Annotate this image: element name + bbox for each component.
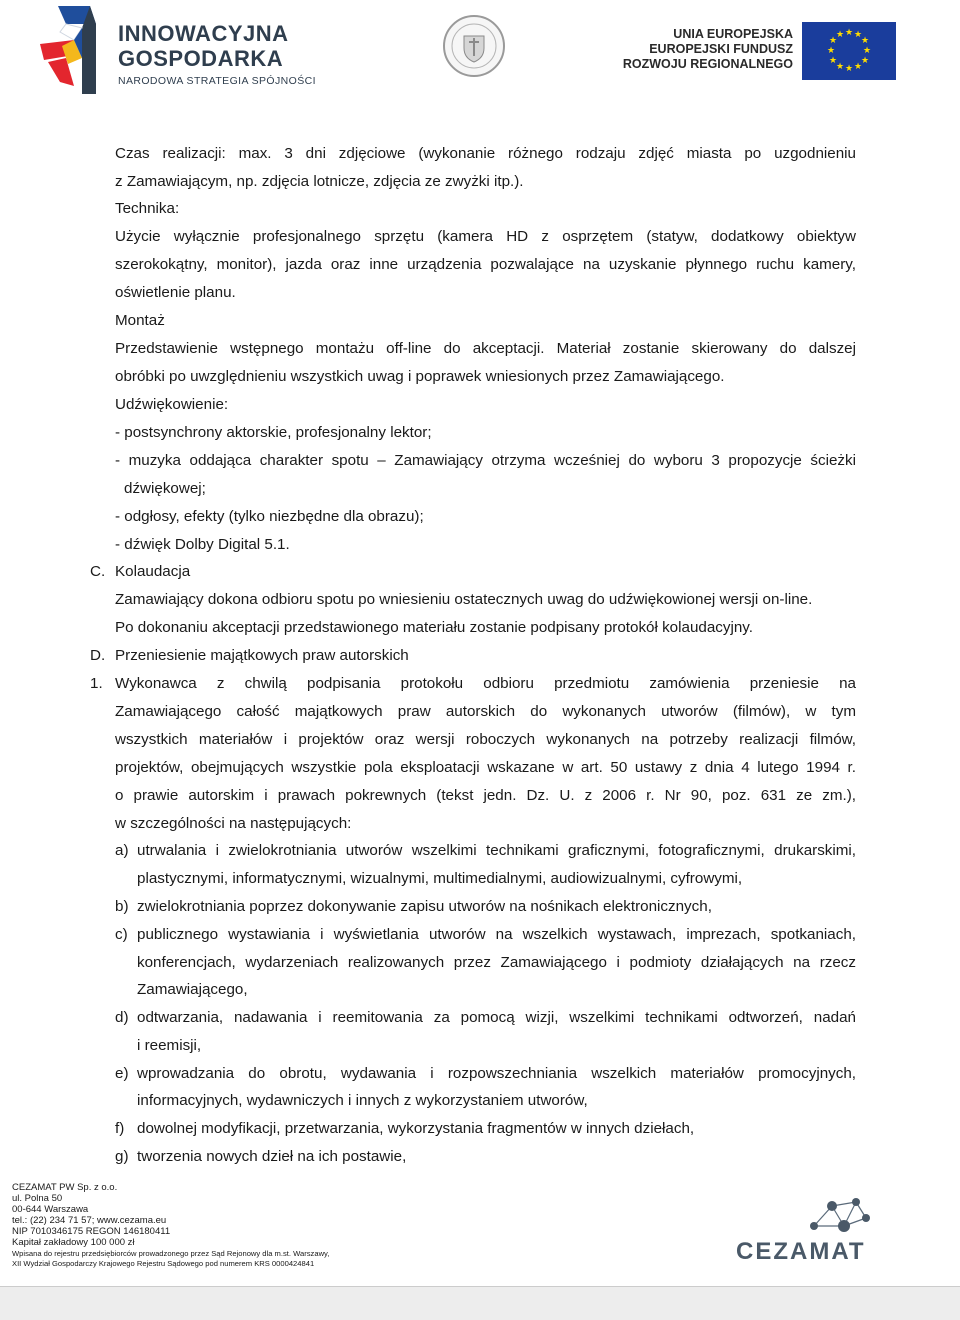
svg-text:★: ★	[828, 56, 838, 66]
text-line: Użycie wyłącznie profesjonalnego sprzętu (kamera HD z osprzętem (statyw, dodatkowy obiektyw	[115, 228, 856, 245]
list-item-e-continuation: informacyjnych, wydawniczych i innych z wykorzystaniem utworów,	[137, 1092, 588, 1109]
list-item-c-continuation: Zamawiającego,	[137, 981, 248, 998]
eu-flag-icon	[802, 22, 896, 80]
svg-text:★: ★	[835, 62, 845, 72]
text-line: w szczególności na następujących:	[115, 815, 352, 832]
list-item-f: dowolnej modyfikacji, przetwarzania, wykorzystania fragmentów w innych dziełach,	[137, 1120, 695, 1137]
cezamat-wordmark: CEZAMAT	[736, 1238, 866, 1265]
eu-logo	[622, 22, 925, 82]
ue-title: UNIA EUROPEJSKA	[673, 27, 793, 41]
text-line: wszystkich materiałów i projektów oraz wersji roboczych wykonanych na potrzeby realizacji filmów,	[115, 731, 856, 748]
footer-company: CEZAMAT PW Sp. z o.o.	[12, 1182, 118, 1193]
page-header	[0, 0, 960, 110]
innowacyjna-title: INNOWACYJNA	[118, 21, 289, 46]
cezamat-network-icon	[804, 1196, 876, 1240]
text-line: Zamawiającego całość majątkowych praw autorskich do wykonanych utworów (filmów), w tym	[115, 703, 856, 720]
text-line: Czas realizacji: max. 3 dni zdjęciowe (wykonanie różnego rodzaju zdjęć miasta po uzgodnieniu	[115, 145, 856, 162]
list-item-e: wprowadzania do obrotu, wydawania i rozpowszechniania wszelkich materiałów promocyjnych,	[137, 1065, 856, 1082]
university-seal-icon	[442, 14, 506, 78]
list-marker-b: b)	[115, 898, 129, 915]
list-item-c-continuation: konferencjach, wydarzeniach realizowanych przez Zamawiającego i podmioty działających na rzecz	[137, 954, 856, 971]
list-item: - postsynchrony aktorskie, profesjonalny lektor;	[115, 424, 432, 441]
svg-text:★: ★	[862, 46, 872, 56]
list-item-continuation: dźwiękowej;	[124, 480, 206, 497]
ue-fund-title: EUROPEJSKI FUNDUSZ	[649, 42, 793, 56]
list-marker-a: a)	[115, 842, 129, 859]
heading-montaz: Montaż	[115, 312, 165, 329]
narodowa-strategia-subtitle: NARODOWA STRATEGIA SPÓJNOŚCI	[118, 75, 316, 87]
list-item: - dźwięk Dolby Digital 5.1.	[115, 536, 290, 553]
text-line: Po dokonaniu akceptacji przedstawionego materiału zostanie podpisany protokół kolaudacyjny.	[115, 619, 753, 636]
list-item-b: zwielokrotniania poprzez dokonywanie zapisu utworów na nośnikach elektronicznych,	[137, 898, 712, 915]
svg-text:★: ★	[828, 36, 838, 46]
section-title-kolaudacja: Kolaudacja	[115, 563, 191, 580]
heading-technika: Technika:	[115, 200, 180, 217]
svg-text:★: ★	[860, 56, 870, 66]
viewer-bottom-bar	[0, 1286, 960, 1320]
svg-text:★: ★	[860, 36, 870, 46]
section-marker-c: C.	[90, 563, 106, 580]
section-title-przeniesienie: Przeniesienie majątkowych praw autorskich	[115, 647, 409, 664]
list-marker-d: d)	[115, 1009, 129, 1026]
svg-text:★: ★	[826, 46, 836, 56]
text-line: z Zamawiającym, np. zdjęcia lotnicze, zdjęcia ze zwyżki itp.).	[115, 173, 524, 190]
svg-text:★: ★	[853, 62, 863, 72]
footer-street: ul. Polna 50	[12, 1193, 63, 1204]
section-marker-d: D.	[90, 647, 106, 664]
text-line: Wykonawca z chwilą podpisania protokołu odbioru przedmiotu zamówienia przeniesie na	[115, 675, 856, 692]
footer-capital: Kapitał zakładowy 100 000 zł	[12, 1237, 135, 1248]
list-item-a-continuation: plastycznymi, informatycznymi, wizualnymi, multimedialnymi, audiowizualnymi, cyfrowymi,	[137, 870, 743, 887]
text-line: oświetlenie planu.	[115, 284, 236, 301]
list-marker-f: f)	[115, 1120, 125, 1137]
text-line: obróbki po uwzględnieniu wszystkich uwag i poprawek wniesionych przez Zamawiającego.	[115, 368, 725, 385]
footer-contact: tel.: (22) 234 71 57; www.cezama.eu	[12, 1215, 167, 1226]
svg-text:★: ★	[835, 30, 845, 40]
list-item: - muzyka oddająca charakter spotu – Zamawiający otrzyma wcześniej do wyboru 3 propozycje ścieżki	[115, 452, 856, 469]
list-marker-g: g)	[115, 1148, 129, 1165]
gospodarka-title: GOSPODARKA	[118, 46, 284, 71]
list-marker-e: e)	[115, 1065, 129, 1082]
list-item-d: odtwarzania, nadawania i reemitowania za pomocą wizji, wszelkimi technikami odtworzeń, nadań	[137, 1009, 856, 1026]
innowacyjna-gospodarka-star-logo	[38, 2, 118, 94]
text-line: Przedstawienie wstępnego montażu off-line do akceptacji. Materiał zostanie skierowany do dalszej	[115, 340, 856, 357]
svg-text:★: ★	[844, 64, 854, 74]
text-line: Zamawiający dokona odbioru spotu po wniesieniu ostatecznych uwag do udźwiękowionej wersji on-line.	[115, 591, 813, 608]
cezamat-logo	[736, 1196, 876, 1270]
footer-city: 00-644 Warszawa	[12, 1204, 89, 1215]
heading-udzwiekowienie: Udźwiękowienie:	[115, 396, 229, 413]
list-item-c: publicznego wystawiania i wyświetlania utworów na wszelkich wystawach, imprezach, spotkaniach,	[137, 926, 856, 943]
innowacyjna-gospodarka-logo	[38, 2, 338, 94]
text-line: projektów, obejmujących wszystkie pola eksploatacji wskazane w art. 50 ustawy z dnia 4 lutego 1994 r.	[115, 759, 856, 776]
ue-regional-title: ROZWOJU REGIONALNEGO	[622, 57, 793, 71]
list-item: - odgłosy, efekty (tylko niezbędne dla obrazu);	[115, 508, 424, 525]
svg-text:★: ★	[853, 30, 863, 40]
svg-text:★: ★	[844, 28, 854, 38]
text-line: o prawie autorskim i prawach pokrewnych (tekst jedn. Dz. U. z 2006 r. Nr 90, poz. 631 ze zm.),	[115, 787, 856, 804]
list-item-d-continuation: i reemisji,	[137, 1037, 202, 1054]
footer-registry: Wpisana do rejestru przedsiębiorców prowadzonego przez Sąd Rejonowy dla m.st. Warszawy,	[12, 1249, 330, 1258]
footer-nip-regon: NIP 7010346175 REGON 146180411	[12, 1226, 171, 1237]
list-item-g: tworzenia nowych dzieł na ich postawie,	[137, 1148, 407, 1165]
text-line: szerokokątny, monitor), jazda oraz inne urządzenia pozwalające na uzyskanie płynnego ruchu kamery,	[115, 256, 856, 273]
list-item-a: utrwalania i zwielokrotniania utworów wszelkimi technikami graficznymi, fotograficznymi, drukarskimi,	[137, 842, 856, 859]
list-marker-c: c)	[115, 926, 128, 943]
footer-krs: XII Wydział Gospodarczy Krajowego Rejestru Sądowego pod numerem KRS 0000424841	[12, 1259, 315, 1268]
paragraph-marker-1: 1.	[90, 675, 103, 692]
